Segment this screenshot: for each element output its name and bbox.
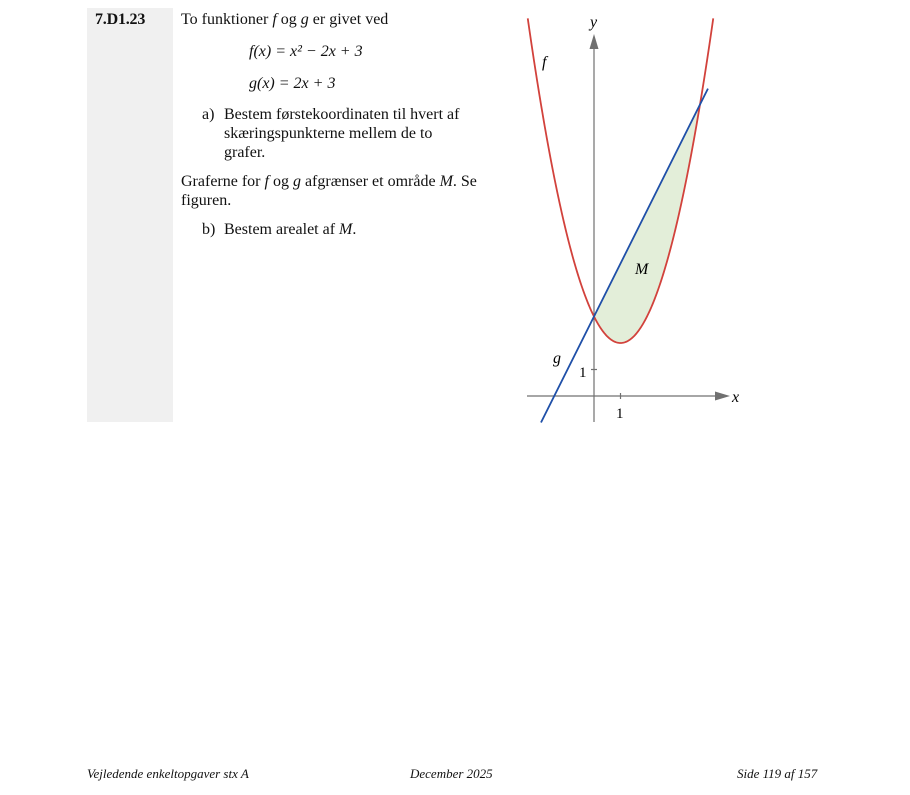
intro-text bbox=[181, 10, 501, 29]
graf-suffix: . Se figuren. bbox=[181, 173, 477, 209]
question-b-text bbox=[224, 220, 469, 239]
graf-f: f bbox=[264, 173, 269, 190]
question-a-text: Bestem førstekoordinaten til hvert af skæringspunkterne mellem de to grafer. bbox=[224, 106, 460, 161]
x-tick-label: 1 bbox=[616, 406, 624, 422]
question-b bbox=[181, 220, 501, 239]
footer-right: Side 119 af 157 bbox=[737, 766, 818, 781]
intro-og: og bbox=[276, 11, 301, 28]
question-a-letter: a) bbox=[202, 106, 215, 123]
question-b-letter: b) bbox=[202, 221, 216, 238]
graf-mid: afgrænser et område bbox=[300, 173, 440, 190]
b-prefix: Bestem arealet af bbox=[224, 221, 340, 238]
graf-prefix: Graferne for bbox=[181, 173, 265, 190]
graph-g-line bbox=[541, 89, 708, 423]
intro-suffix: er givet ved bbox=[308, 11, 389, 28]
f-graph-label: f bbox=[542, 54, 547, 71]
region-m-label: M bbox=[635, 261, 649, 278]
region-m bbox=[594, 105, 700, 344]
intro-g: g bbox=[300, 11, 309, 28]
footer-left: Vejledende enkeltopgaver stx A bbox=[87, 766, 249, 781]
question-a bbox=[181, 105, 501, 162]
y-axis-arrow-icon bbox=[590, 34, 599, 49]
formula-f: f(x) = x² − 2x + 3 bbox=[249, 43, 363, 60]
intro-prefix: To funktioner bbox=[181, 11, 273, 28]
y-axis-label: y bbox=[590, 14, 598, 31]
b-suffix: . bbox=[352, 221, 357, 238]
task-text bbox=[181, 10, 501, 239]
g-graph-label: g bbox=[553, 350, 561, 367]
graf-M: M bbox=[439, 173, 453, 190]
graf-og: og bbox=[268, 173, 293, 190]
footer-middle: December 2025 bbox=[410, 766, 493, 781]
graf-g: g bbox=[292, 173, 301, 190]
task-label-column bbox=[87, 8, 173, 422]
y-tick-label: 1 bbox=[579, 365, 587, 381]
b-M: M bbox=[339, 221, 353, 238]
region-text bbox=[181, 172, 481, 210]
x-axis-label: x bbox=[732, 389, 740, 406]
function-graph-figure bbox=[520, 8, 750, 424]
task-id: 7.D1.23 bbox=[95, 11, 146, 28]
x-axis-arrow-icon bbox=[715, 392, 730, 401]
intro-f: f bbox=[272, 11, 277, 28]
formula-g: g(x) = 2x + 3 bbox=[249, 75, 336, 92]
